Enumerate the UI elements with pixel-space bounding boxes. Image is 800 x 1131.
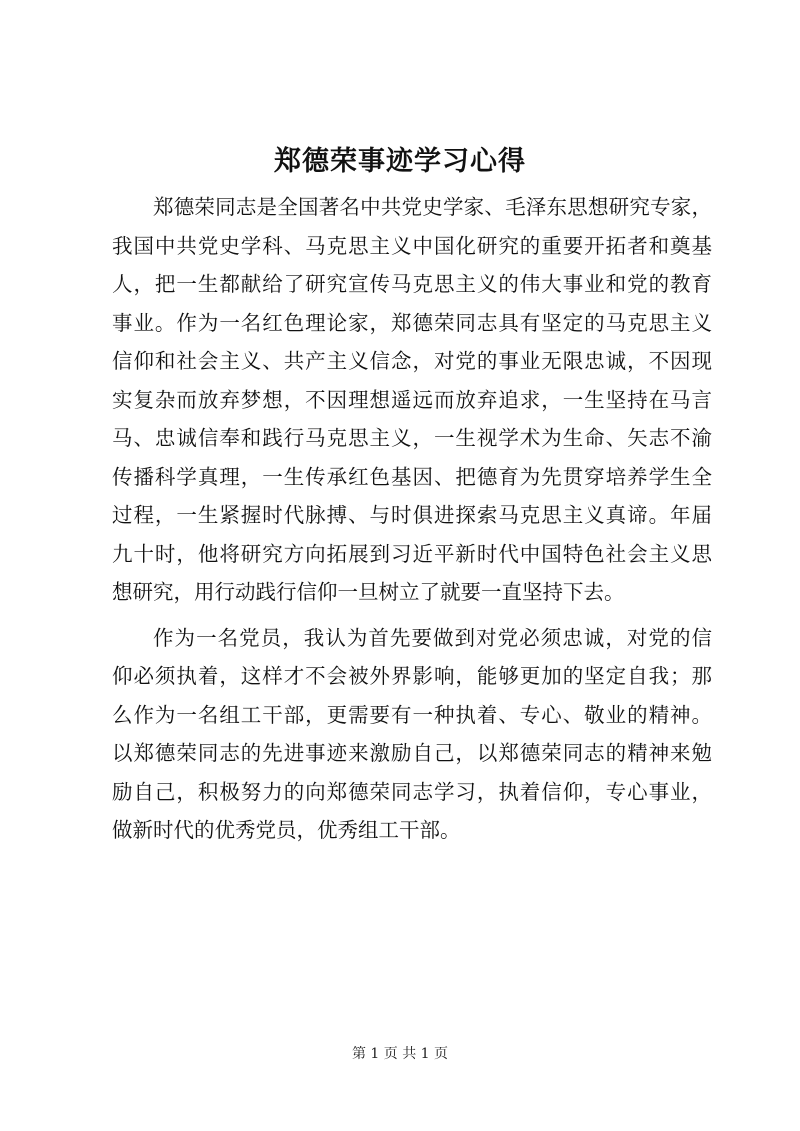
paragraph-1 — [112, 188, 712, 612]
paragraph-line: 郑德荣同志是全国著名中共党史学家、毛泽东思想研究专家， — [153, 195, 712, 219]
paragraph-line: 仰必须执着，这样才不会被外界影响，能够更加的坚定自我；那 — [112, 664, 712, 688]
paragraph-line: 么作为一名组工干部，更需要有一种执着、专心、敬业的精神。 — [112, 702, 712, 727]
paragraph-line: 作为一名党员，我认为首先要做到对党必须忠诚，对党的信 — [153, 625, 712, 650]
paragraph-line: 做新时代的优秀党员，优秀组工干部。 — [112, 818, 461, 842]
paragraph-line: 人，把一生都献给了研究宣传马克思主义的伟大事业和党的教育 — [112, 272, 712, 296]
paragraph-line: 过程，一生紧握时代脉搏、与时俱进探索马克思主义真谛。年届 — [112, 503, 712, 527]
page-footer: 第 1 页 共 1 页 — [351, 1046, 449, 1062]
document-body — [112, 188, 712, 850]
paragraph-line: 实复杂而放弃梦想，不因理想遥远而放弃追求，一生坚持在马言 — [112, 387, 712, 412]
paragraph-line: 以郑德荣同志的先进事迹来激励自己，以郑德荣同志的精神来勉 — [112, 741, 712, 765]
paragraph-line: 九十时，他将研究方向拓展到习近平新时代中国特色社会主义思 — [112, 541, 712, 566]
paragraph-line: 信仰和社会主义、共产主义信念，对党的事业无限忠诚，不因现 — [112, 349, 712, 373]
paragraph-line: 想研究，用行动践行信仰一旦树立了就要一直坚持下去。 — [112, 580, 625, 604]
document-title: 郑德荣事迹学习心得 — [274, 146, 526, 177]
paragraph-line: 励自己，积极努力的向郑德荣同志学习，执着信仰，专心事业， — [112, 779, 712, 804]
paragraph-line: 事业。作为一名红色理论家，郑德荣同志具有坚定的马克思主义 — [112, 310, 712, 335]
paragraph-line: 传播科学真理，一生传承红色基因、把德育为先贯穿培养学生全 — [112, 464, 712, 489]
paragraph-line: 马、忠诚信奉和践行马克思主义，一生视学术为生命、矢志不渝 — [112, 426, 712, 450]
paragraph-spacer — [112, 612, 712, 619]
paragraph-2 — [112, 619, 712, 850]
paragraph-line: 我国中共党史学科、马克思主义中国化研究的重要开拓者和奠基 — [112, 233, 712, 258]
